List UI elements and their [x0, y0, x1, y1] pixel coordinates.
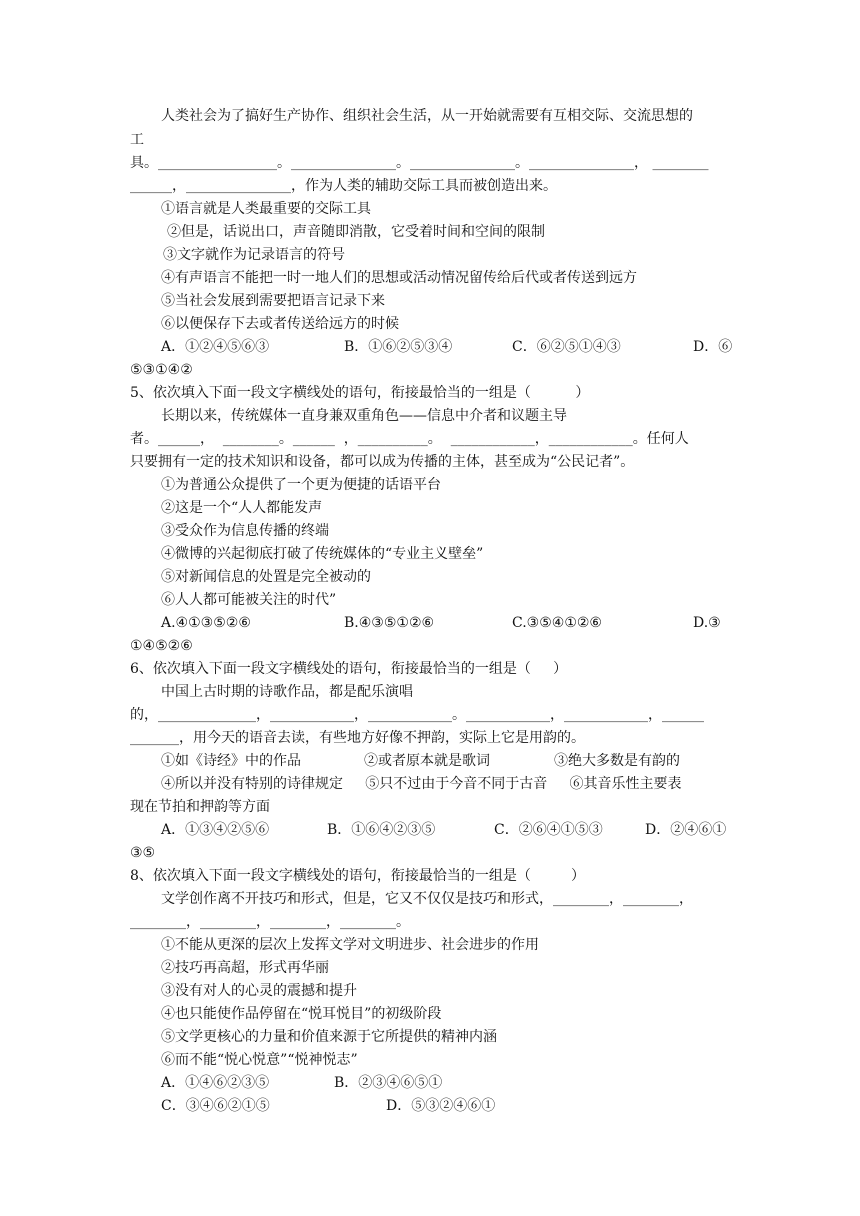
q5-option-c: C.③⑤④①②⑥	[512, 615, 602, 631]
q8-item-1: ①不能从更深的层次上发挥文学对文明进步、社会进步的作用	[161, 937, 539, 953]
q8-item-5: ⑤文学更核心的力量和价值来源于它所提供的精神内涵	[161, 1029, 497, 1045]
q5-item-3: ③受众作为信息传播的终端	[161, 523, 329, 539]
q6-items-line-3: 现在节拍和押韵等方面	[130, 799, 270, 815]
q6-option-b: B．①⑥④②③⑤	[327, 822, 436, 838]
q4-item-1: ①语言就是人类最重要的交际工具	[161, 201, 371, 217]
q4-item-6: ⑥以便保存下去或者传送给远方的时候	[161, 316, 399, 332]
q6-stem: 6、依次填入下面一段文字横线处的语句，衔接最恰当的一组是（ ）	[130, 661, 568, 677]
q4-option-b: B．①⑥②⑤③④	[344, 339, 453, 355]
q6-item-1: ①如《诗经》中的作品	[161, 753, 301, 769]
q4-item-4: ④有声语言不能把一时一地人们的思想或活动情况留传给后代或者传送到远方	[161, 270, 637, 286]
q6-intro-line-3: _______，用今天的语音去读，有些地方好像不押韵，实际上它是用韵的。	[130, 730, 585, 746]
q4-option-c: C．⑥②⑤①④③	[512, 339, 621, 355]
q6-item-3: ③绝大多数是有韵的	[554, 753, 680, 769]
q8-option-b: B．②③④⑥⑤①	[334, 1075, 443, 1091]
q5-option-d: D.③	[693, 615, 721, 631]
q5-item-2: ②这是一个“人人都能发声	[161, 500, 323, 516]
q5-intro-line-1: 长期以来，传统媒体一直身兼双重角色——信息中介者和议题主导	[161, 408, 567, 424]
q8-option-d: D．⑤③②④⑥①	[386, 1098, 496, 1114]
q8-stem: 8、依次填入下面一段文字横线处的语句，衔接最恰当的一组是（ ）	[130, 868, 585, 884]
q5-option-b: B.④③⑤①②⑥	[344, 615, 435, 631]
q8-item-3: ③没有对人的心灵的震撼和提升	[161, 983, 357, 999]
q8-item-2: ②技巧再高超，形式再华丽	[161, 960, 329, 976]
q5-item-6: ⑥人人都可能被关注的时代”	[161, 592, 337, 608]
q6-option-c: C．②⑥④①⑤③	[494, 822, 603, 838]
q4-option-d-wrap: ⑤③①④②	[130, 362, 193, 378]
q4-item-3: ③文字就作为记录语言的符号	[163, 247, 345, 263]
q5-item-4: ④微博的兴起彻底打破了传统媒体的“专业主义壁垒”	[161, 546, 484, 562]
q8-item-6: ⑥而不能“悦心悦意”“悦神悦志”	[161, 1052, 358, 1068]
q6-intro-line-2: 的，______________，____________，____________。____________，____________，______	[130, 707, 704, 723]
q5-option-a: A.④①③⑤②⑥	[161, 615, 251, 631]
q6-option-d: D．②④⑥①	[645, 822, 727, 838]
q5-intro-line-2: 者。______， ________。______ ，__________。 ____________，____________。任何人	[130, 431, 689, 447]
q8-intro-line-2: ________，________，________，________。	[130, 914, 410, 930]
q4-item-2: ②但是，话说出口，声音随即消散，它受着时间和空间的限制	[167, 224, 545, 240]
q6-option-a: A．①③④②⑤⑥	[161, 822, 270, 838]
q6-item-2: ②或者原本就是歌词	[364, 753, 490, 769]
q4-item-5: ⑤当社会发展到需要把语言记录下来	[161, 293, 385, 309]
q8-item-4: ④也只能使作品停留在“悦耳悦目”的初级阶段	[161, 1006, 442, 1022]
q5-intro-line-3: 只要拥有一定的技术知识和设备，都可以成为传播的主体，甚至成为“公民记者”。	[130, 454, 635, 470]
q6-option-d-wrap: ③⑤	[130, 845, 156, 861]
q4-intro-line-3: 具。_________________。_______________。_______________。_______________， ________	[130, 155, 709, 171]
q5-item-1: ①为普通公众提供了一个更为便捷的话语平台	[161, 477, 441, 493]
q5-item-5: ⑤对新闻信息的处置是完全被动的	[161, 569, 371, 585]
q5-stem: 5、依次填入下面一段文字横线处的语句，衔接最恰当的一组是（ ）	[130, 385, 590, 401]
q8-option-c: C．③④⑥②①⑤	[161, 1098, 270, 1114]
q8-option-a: A．①④⑥②③⑤	[161, 1075, 270, 1091]
q6-items-line-2: ④所以并没有特别的诗律规定 ⑤只不过由于今音不同于古音 ⑥其音乐性主要表	[161, 776, 682, 792]
q4-intro-line-1: 人类社会为了搞好生产协作、组织社会生活，从一开始就需要有互相交际、交流思想的	[161, 108, 693, 124]
q6-intro-line-1: 中国上古时期的诗歌作品，都是配乐演唱	[161, 684, 413, 700]
q4-intro-line-2: 工	[130, 132, 144, 148]
q5-option-d-wrap: ①④⑤②⑥	[130, 638, 193, 654]
q8-intro-line-1: 文学创作离不开技巧和形式，但是，它又不仅仅是技巧和形式，________，________，	[161, 891, 693, 907]
q4-intro-line-4: ______，_______________，作为人类的辅助交际工具而被创造出来。	[130, 178, 557, 194]
q4-option-a: A．①②④⑤⑥③	[161, 339, 270, 355]
q4-option-d: D．⑥	[693, 339, 733, 355]
